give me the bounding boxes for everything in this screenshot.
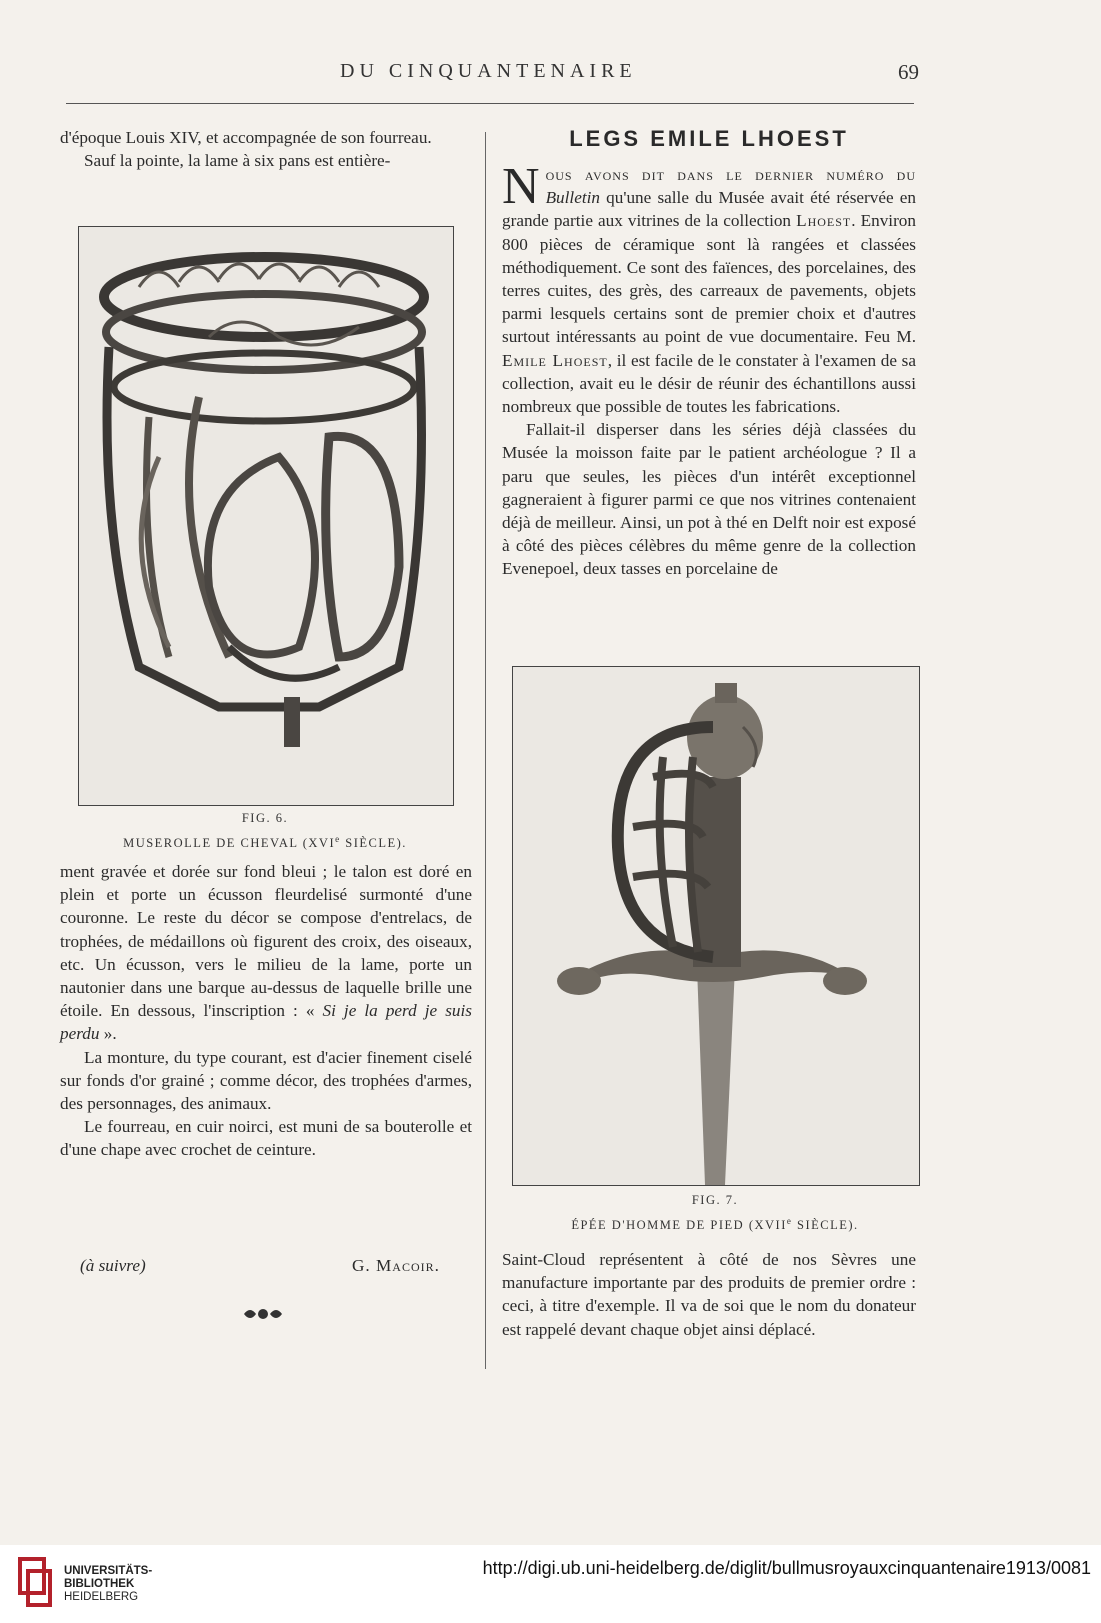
article-title: LEGS EMILE LHOEST bbox=[569, 126, 849, 151]
paragraph: Fallait-il disperser dans les séries déjà classées du Musée la moisson faite par le patient archéologue ? Il a paru que seules, les pièces d'un intérêt exceptionnel gagneraient à figurer parmi ce que nos vitrines contenaient déjà de meilleur. Ainsi, un pot à thé en Delft noir est exposé à côté des pièces célèbres du même genre de la collection Evenepoel, deux tasses en porcelaine de bbox=[502, 420, 916, 579]
paragraph: La monture, du type courant, est d'acier finement ciselé sur fonds d'or grainé ; comme décor, des trophées d'armes, des personnages, des animaux. bbox=[60, 1047, 472, 1114]
running-title: DU CINQUANTENAIRE bbox=[340, 60, 637, 82]
figure-6-image bbox=[78, 226, 454, 806]
library-logo-icon bbox=[16, 1555, 56, 1618]
sword-illustration bbox=[513, 667, 919, 1185]
paragraph: d'époque Louis XIV, et accompagnée de son fourreau. bbox=[60, 128, 432, 147]
paragraph: Sauf la pointe, la lame à six pans est entière- bbox=[84, 151, 391, 171]
header-rule bbox=[66, 103, 914, 104]
figure-6-caption bbox=[78, 808, 452, 854]
figure-number: FIG. 7. bbox=[691, 1193, 739, 1207]
source-url-link[interactable]: http://digi.ub.uni-heidelberg.de/diglit/bullmusroyauxcinquantenaire1913/0081 bbox=[482, 1558, 1091, 1578]
figure-7-image bbox=[512, 666, 920, 1186]
right-column-bottom bbox=[502, 1248, 916, 1341]
to-be-continued: (à suivre) bbox=[80, 1256, 146, 1275]
figure-7-caption bbox=[512, 1190, 918, 1236]
column-divider bbox=[485, 132, 486, 1369]
paragraph: Le fourreau, en cuir noirci, est muni de sa bouterolle et d'une chape avec crochet de ceinture. bbox=[60, 1117, 472, 1160]
page-number: 69 bbox=[898, 60, 919, 84]
paragraph: ment gravée et dorée sur fond bleui ; le talon est doré en plein et porte un écusson fleurdelisé surmonté d'une couronne. Le reste du décor se compose d'entrelacs, de trophées, de médaillons où figurent des croix, des oiseaux, etc. Un écusson, vers le milieu de la lame, porte un nautonier dans une barque au-dessus de laquelle brille une étoile. En dessous, l'inscription : « Si je la perd je suis perdu ». bbox=[60, 862, 472, 1044]
library-name: UNIVERSITÄTS- BIBLIOTHEK HEIDELBERG bbox=[64, 1565, 153, 1603]
left-column-bottom bbox=[60, 860, 472, 1162]
paragraph: Saint-Cloud représentent à côté de nos Sèvres une manufacture importante par des produits de premier ordre : ceci, à titre d'exemple. Il va de soi que le nom du donateur est rappelé devant chaque objet ainsi déplacé. bbox=[502, 1250, 916, 1339]
author-signature: G. Macoir. bbox=[352, 1256, 440, 1275]
ornament-icon bbox=[242, 1306, 284, 1327]
figure-number: FIG. 6. bbox=[241, 811, 289, 825]
left-column-top bbox=[60, 126, 472, 172]
paragraph: Nous avons dit dans le dernier numéro du Bulletin qu'une salle du Musée avait été réservée en grande partie aux vitrines de la collection Lhoest. Environ 800 pièces de céramique sont là rangées et classées méthodiquement. Ce sont des faïences, des porcelaines, des terres cuites, des grès, des carreaux de pavements, objets parmi lesquels certains sont de premier choix et d'autres surtout intéressants au point de vue documentaire. Feu M. Emile Lhoest, il est facile de le constater à l'examen de sa collection, avait eu le désir de réunir des échantillons aussi nombreux que possible de toutes les fabrications. bbox=[502, 158, 916, 417]
right-column-top bbox=[502, 158, 916, 581]
muserolle-illustration bbox=[79, 227, 453, 805]
digitization-footer bbox=[0, 1545, 1101, 1623]
figure-title: ÉPÉE D'HOMME DE PIED (XVIIe SIÈCLE). bbox=[571, 1216, 859, 1233]
drop-cap: N bbox=[502, 158, 540, 215]
figure-title: MUSEROLLE DE CHEVAL (XVIe SIÈCLE). bbox=[123, 834, 407, 851]
